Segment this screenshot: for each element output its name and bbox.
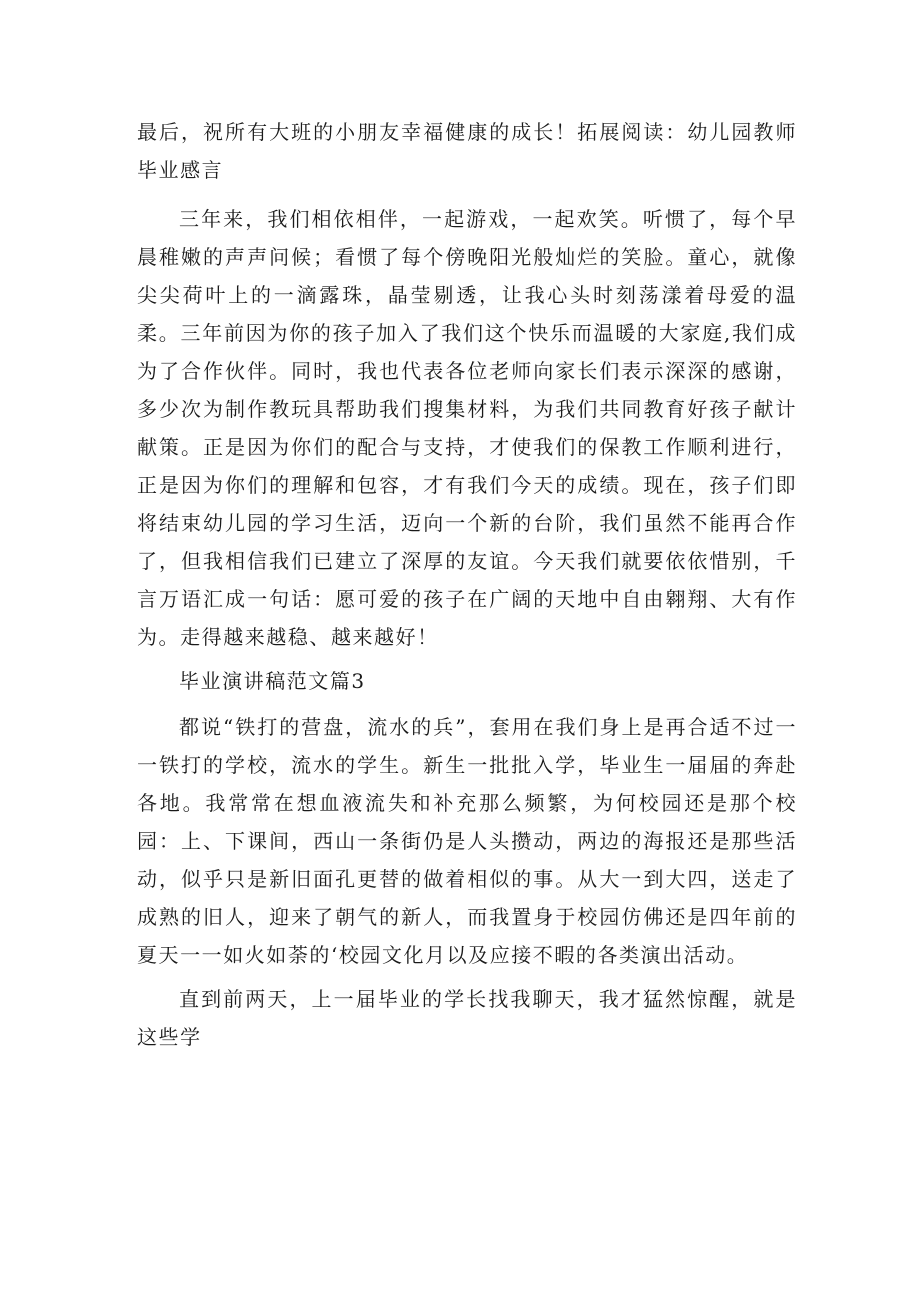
closing-paragraph: 最后，祝所有大班的小朋友幸福健康的成长！拓展阅读：幼儿园教师毕业感言 (137, 120, 797, 182)
teacher-speech-paragraph: 三年来，我们相依相伴，一起游戏，一起欢笑。听惯了，每个早晨稚嫩的声声问候；看惯了每个傍晚阳光般灿烂的笑脸。童心，就像尖尖荷叶上的一滴露珠，晶莹剔透，让我心头时刻荡漾着母爱的温柔。三年前因为你的孩子加入了我们这个快乐而温暖的大家庭,我们成为了合作伙伴。同时，我也代表各位老师向家长们表示深深的感谢，多少次为制作教玩具帮助我们搜集材料，为我们共同教育好孩子献计献策。正是因为你们的配合与支持，才使我们的保教工作顺利进行，正是因为你们的理解和包容，才有我们今天的成绩。现在，孩子们即将结束幼儿园的学习生活，迈向一个新的台阶，我们虽然不能再合作了，但我相信我们已建立了深厚的友谊。今天我们就要依依惜别，千言万语汇成一句话：愿可爱的孩子在广阔的天地中自由翱翔、大有作为。走得越来越稳、越来越好！ (137, 207, 797, 649)
campus-paragraph: 都说“铁打的营盘，流水的兵”，套用在我们身上是再合适不过一一铁打的学校，流水的学生。新生一批批入学，毕业生一届届的奔赴各地。我常常在想血液流失和补充那么频繁，为何校园还是那个校园：上、下课间，西山一条街仍是人头攒动，两边的海报还是那些活动，似乎只是新旧面孔更替的做着相似的事。从大一到大四，送走了成熟的旧人，迎来了朝气的新人，而我置身于校园仿佛还是四年前的夏天一一如火如荼的‘校园文化月以及应接不暇的各类演出活动。 (137, 715, 797, 967)
section-heading: 毕业演讲稿范文篇3 (179, 669, 366, 693)
document-body (137, 113, 797, 1056)
final-paragraph: 直到前两天，上一届毕业的学长找我聊天，我才猛然惊醒，就是这些学 (137, 987, 797, 1049)
